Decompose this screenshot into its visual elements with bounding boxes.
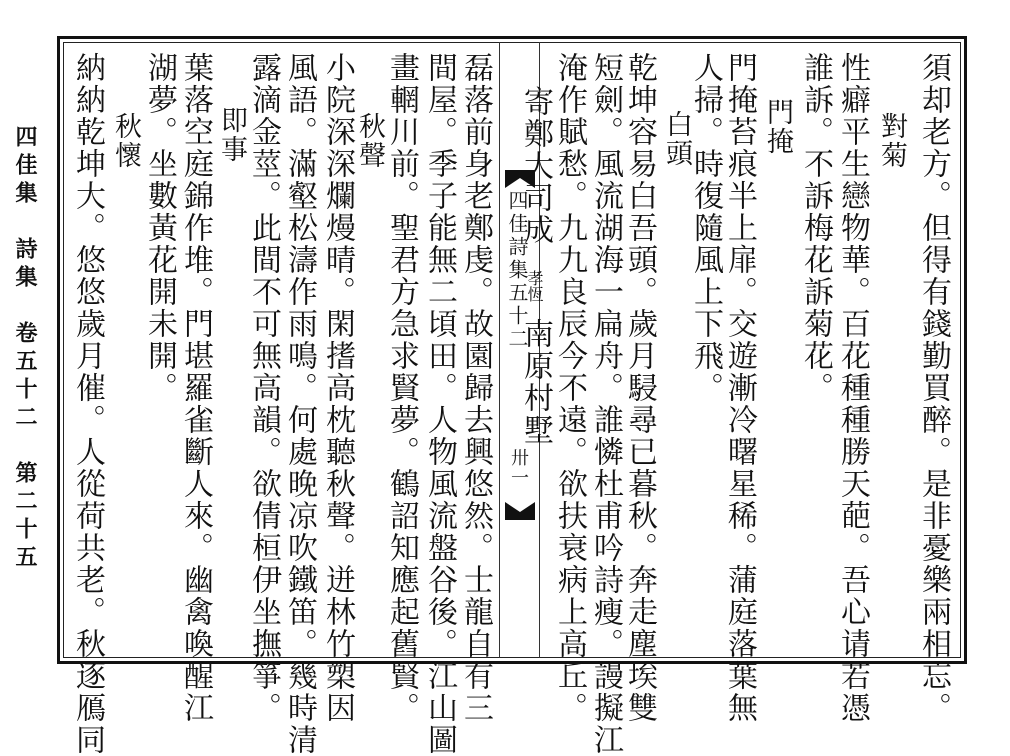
center-page-number: 卅一 — [508, 448, 529, 488]
text-column-6: 門掩苔痕半上扉。交遊漸冷曙星稀。蒲庭落葉無 — [722, 52, 757, 724]
poem-title-ji-zheng: 寄鄭大司成 — [518, 86, 553, 246]
text-column-15: 磊落前身老鄭虔。故園歸去興悠然。士龍自有三 — [458, 52, 493, 724]
poem-title-note: 孝恆 — [525, 270, 544, 302]
text-column-3: 性癖平生戀物華。百花種種勝天葩。吾心请若憑 — [835, 52, 870, 724]
margin-title: 四佳集 詩集 卷五十二 第二十五 — [12, 125, 38, 573]
fold-line-left — [499, 42, 500, 658]
text-column-26: 納納乾坤大。悠悠歲月催。人從荷共老。秋逐鴈同 — [70, 52, 105, 756]
poem-title-qiu-sheng: 秋聲 — [354, 112, 385, 170]
text-column-10: 短劍。風流湖海一扁舟。誰憐杜甫吟詩瘦。謾擬江 — [588, 52, 623, 756]
text-column-20: 風語。滿壑松濤作雨鳴。何處晚凉吹鐵笛。幾時清 — [282, 52, 317, 756]
text-column-17: 畫輞川前。聖君方急求賢夢。鶴詔知應起舊賢。 — [384, 52, 419, 724]
text-column-16: 間屋。季子能無二頃田。人物風流盤谷後。江山圖 — [422, 52, 457, 756]
center-book-title: 四佳詩集五十二 — [505, 190, 529, 351]
fish-tail-bottom-icon — [505, 502, 535, 520]
poem-title-bai-tou: 白頭 — [661, 110, 692, 168]
text-column-9: 乾坤容易白吾頭。歲月駸尋已暮秋。奔走塵埃雙 — [622, 52, 657, 724]
text-column-7: 人掃。時復隨風上下飛。 — [688, 52, 723, 404]
poem-title-men-yan: 門掩 — [762, 98, 793, 156]
text-column-24: 湖夢。坐數黃花開未開。 — [142, 52, 177, 404]
poem-title-qiu-huai: 秋懷 — [110, 112, 141, 170]
text-column-1: 須却老方。但得有錢勤買醉。是非憂樂兩相忘。 — [916, 52, 951, 724]
poem-title-ji-shi: 即事 — [216, 106, 247, 164]
text-column-11: 淹作賦愁。九九良辰今不遠。欲扶衰病上高丘。 — [552, 52, 587, 724]
text-column-21: 露滴金莖。此間不可無高韻。欲倩桓伊坐撫箏。 — [246, 52, 281, 724]
poem-title-place: 南原村墅 — [518, 318, 553, 446]
text-column-19: 小院深深爛熳晴。閑搘高枕聽秋聲。迸林竹槊因 — [320, 52, 355, 724]
text-column-4: 誰訴。不訴梅花訴菊花。 — [798, 52, 833, 404]
poem-title-dui-ju: 對菊 — [876, 112, 907, 170]
text-column-23: 葉落空庭錦作堆。門堪羅雀斷人來。幽禽喚醒江 — [178, 52, 213, 724]
